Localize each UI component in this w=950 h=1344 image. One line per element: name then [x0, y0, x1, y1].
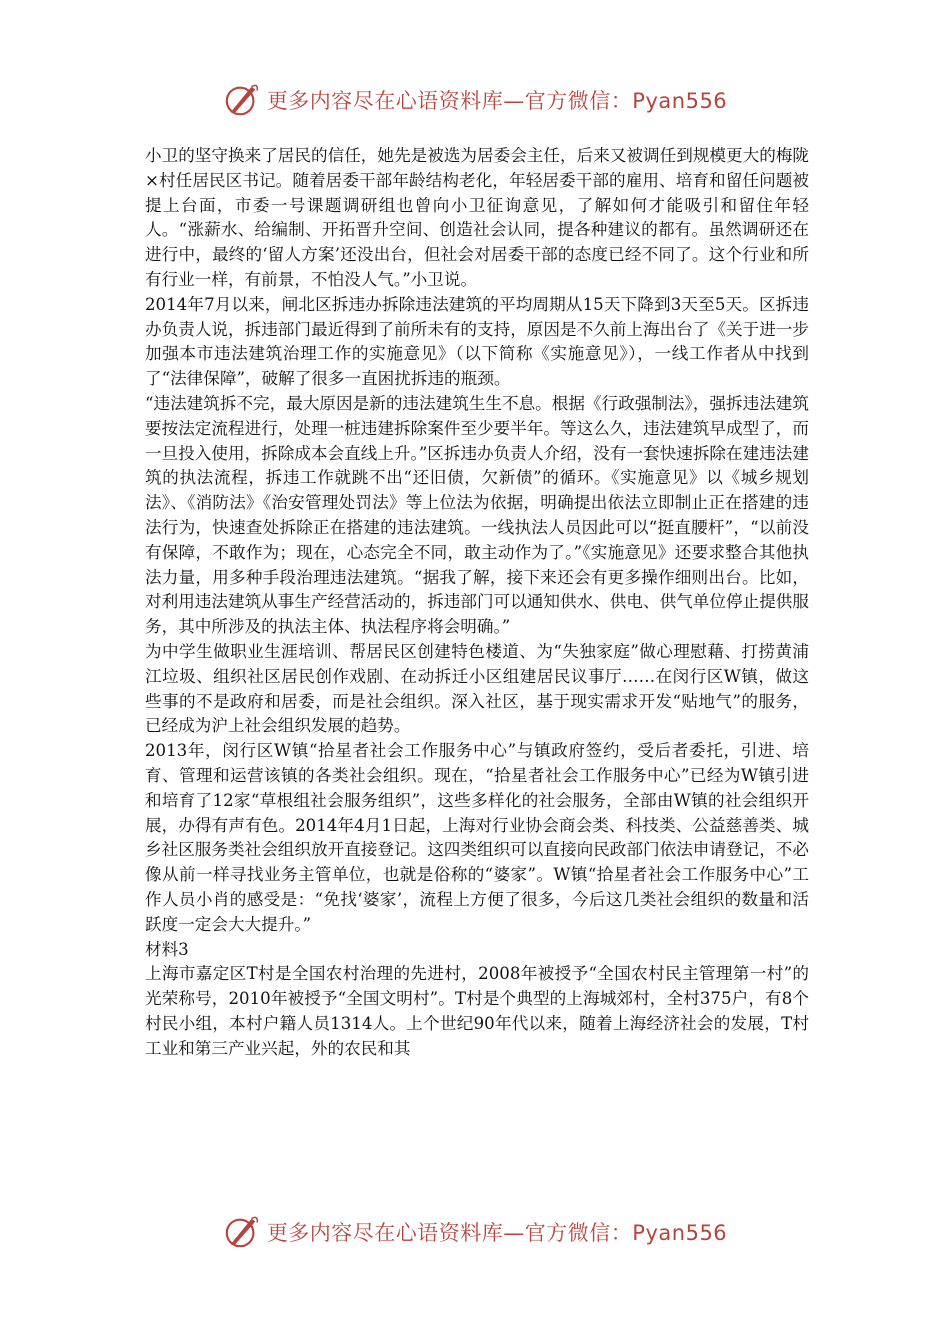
watermark-text: 更多内容尽在心语资料库—官方微信：Pyan556 — [266, 1221, 728, 1245]
watermark-text: 更多内容尽在心语资料库—官方微信：Pyan556 — [266, 89, 728, 113]
paragraph: “违法建筑拆不完，最大原因是新的违法建筑生生不息。根据《行政强制法》，强拆违法建筑要按法定流程进行，处理一桩违建拆除案件至少要半年。等这么久，违法建筑早成型了，而一旦投入使用，拆除成本会直线上升。”区拆违办负责人介绍，没有一套快速拆除在建违法建筑的执法流程，拆违工作就跳不出“还旧债，欠新债”的循环。《实施意见》以《城乡规划法》、《消防法》《治安管理处罚法》等上位法为依据，明确提出依法立即制止正在搭建的违法行为，快速查处拆除正在搭建的违法建筑。一线执法人员因此可以“挺直腰杆”，“以前没有保障，不敢作为；现在，心态完全不同，敢主动作为了。”《实施意见》还要求整合其他执法力量，用多种手段治理违法建筑。“据我了解，接下来还会有更多操作细则出台。比如，对利用违法建筑从事生产经营活动的，拆违部门可以通知供水、供电、供气单位停止提供服务，其中所涉及的执法主体、执法程序将会明确。” — [145, 393, 809, 637]
header-watermark-banner — [0, 80, 950, 120]
paragraph: 为中学生做职业生涯培训、帮居民区创建特色楼道、为“失独家庭”做心理慰藉、打捞黄浦江垃圾、组织社区居民创作戏剧、在动拆迁小区组建居民议事厅……在闵行区W镇，做这些事的不是政府和居委，而是社会组织。深入社区，基于现实需求开发“贴地气”的服务，已经成为沪上社会组织发展的趋势。 — [145, 641, 809, 736]
footer-watermark-banner — [0, 1212, 950, 1252]
quill-pen-logo-icon — [223, 81, 261, 119]
paragraph: 上海市嘉定区T村是全国农村治理的先进村，2008年被授予“全国农村民主管理第一村”的光荣称号，2010年被授予“全国文明村”。T村是个典型的上海城郊村，全村375户，有8个村民小组，本村户籍人员1314人。上个世纪90年代以来，随着上海经济社会的发展，T村工业和第三产业兴起，外的农民和其 — [145, 964, 809, 1058]
section-heading: 材料3 — [145, 939, 189, 959]
document-body — [145, 144, 809, 1061]
paragraph: 2014年7月以来，闸北区拆违办拆除违法建筑的平均周期从15天下降到3天至5天。区拆违办负责人说，拆违部门最近得到了前所未有的支持，原因是不久前上海出台了《关于进一步加强本市违法建筑治理工作的实施意见》（以下简称《实施意见》），一线工作者从中找到了“法律保障”，破解了很多一直困扰拆违的瓶颈。 — [145, 294, 809, 389]
paragraph: 小卫的坚守换来了居民的信任，她先是被选为居委会主任，后来又被调任到规模更大的梅陇×村任居民区书记。随着居委干部年龄结构老化，年轻居委干部的雇用、培育和留任问题被提上台面，市委一号课题调研组也曾向小卫征询意见，了解如何才能吸引和留住年轻人。“涨薪水、给编制、开拓晋升空间、创造社会认同，提各种建议的都有。虽然调研还在进行中，最终的‘留人方案’还没出台，但社会对居委干部的态度已经不同了。这个行业和所有行业一样，有前景，不怕没人气。”小卫说。 — [145, 146, 809, 289]
paragraph: 2013年，闵行区W镇“拾星者社会工作服务中心”与镇政府签约，受后者委托，引进、培育、管理和运营该镇的各类社会组织。现在，“拾星者社会工作服务中心”已经为W镇引进和培育了12家“草根组社会服务组织”，这些多样化的社会服务，全部由W镇的社会组织开展，办得有声有色。2014年4月1日起，上海对行业协会商会类、科技类、公益慈善类、城乡社区服务类社会组织放开直接登记。这四类组织可以直接向民政部门依法申请登记，不必像从前一样寻找业务主管单位，也就是俗称的“婆家”。W镇“拾星者社会工作服务中心”工作人员小肖的感受是：“免找‘婆家’，流程上方便了很多，今后这几类社会组织的数量和活跃度一定会大大提升。” — [145, 741, 809, 934]
quill-pen-logo-icon — [223, 1213, 261, 1251]
